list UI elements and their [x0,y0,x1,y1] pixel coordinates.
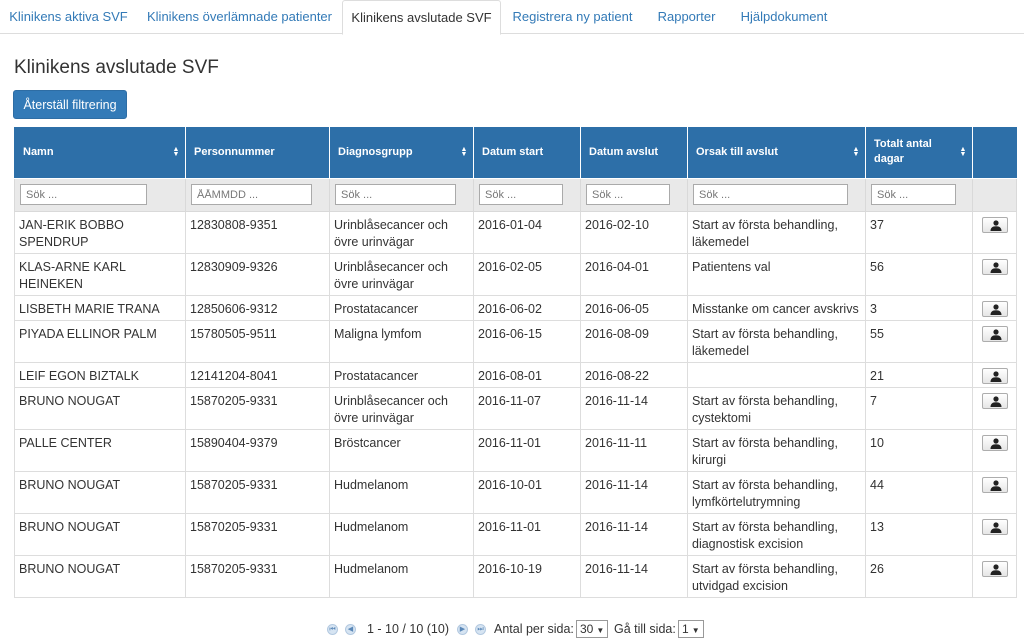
filter-orsak-input[interactable] [693,184,848,205]
cell-dagar: 13 [866,513,973,555]
cell-dagar: 10 [866,429,973,471]
last-page-icon[interactable]: ⏭ [475,624,486,635]
cell-personnummer: 15870205-9331 [186,513,330,555]
reset-filter-button[interactable]: Återställ filtrering [13,90,127,119]
open-patient-button[interactable] [982,326,1008,342]
table-row[interactable] [15,471,1017,513]
cell-personnummer: 12141204-8041 [186,362,330,387]
cell-dagar: 44 [866,471,973,513]
cell-datum-avslut: 2016-02-10 [581,211,688,253]
cell-personnummer: 15780505-9511 [186,320,330,362]
col-header-orsak-till-avslut[interactable] [688,127,866,178]
cell-dagar: 56 [866,253,973,295]
cell-orsak: Start av första behandling, utvidgad excision [688,555,866,597]
goto-page-select[interactable] [678,620,704,638]
user-icon [990,438,1002,449]
tab-registrera-ny-patient[interactable]: Registrera ny patient [512,9,633,24]
nav-tabs [0,0,1024,34]
goto-page-label: Gå till sida: [614,622,676,636]
cell-datum-start: 2016-08-01 [474,362,581,387]
cell-personnummer: 12850606-9312 [186,295,330,320]
cell-personnummer: 15890404-9379 [186,429,330,471]
cell-orsak: Start av första behandling, lymfkörtelutrymning [688,471,866,513]
cell-orsak: Start av första behandling, läkemedel [688,320,866,362]
cell-datum-start: 2016-06-15 [474,320,581,362]
cell-diagnosgrupp: Urinblåsecancer och övre urinvägar [330,387,474,429]
col-header-namn[interactable] [15,127,186,178]
goto-page-value: 1 [682,622,689,636]
cell-datum-start: 2016-06-02 [474,295,581,320]
cell-datum-start: 2016-10-19 [474,555,581,597]
cell-diagnosgrupp: Hudmelanom [330,471,474,513]
cell-datum-start: 2016-02-05 [474,253,581,295]
tab-hjalpdokument[interactable]: Hjälpdokument [740,9,828,24]
cell-datum-avslut: 2016-11-14 [581,513,688,555]
user-icon [990,371,1002,382]
completed-svf-table [14,127,1017,598]
cell-diagnosgrupp: Urinblåsecancer och övre urinvägar [330,253,474,295]
col-header-label: Namn [23,145,54,158]
user-icon [990,522,1002,533]
table-row[interactable] [15,429,1017,471]
first-page-icon[interactable]: ⏮ [327,624,338,635]
sort-icon: ▲ ▼ [172,146,180,159]
cell-datum-start: 2016-10-01 [474,471,581,513]
cell-diagnosgrupp: Urinblåsecancer och övre urinvägar [330,211,474,253]
cell-orsak: Start av första behandling, cystektomi [688,387,866,429]
cell-orsak: Start av första behandling, kirurgi [688,429,866,471]
cell-personnummer: 12830808-9351 [186,211,330,253]
table-row[interactable] [15,555,1017,597]
chevron-down-icon: ▼ [691,626,700,635]
cell-dagar: 55 [866,320,973,362]
open-patient-button[interactable] [982,259,1008,275]
next-page-icon[interactable]: ▶ [457,624,468,635]
cell-diagnosgrupp: Maligna lymfom [330,320,474,362]
tab-avslutade-svf[interactable]: Klinikens avslutade SVF [342,0,501,35]
filter-namn-input[interactable] [20,184,147,205]
cell-name: LEIF EGON BIZTALK [15,362,186,387]
cell-diagnosgrupp: Prostatacancer [330,362,474,387]
user-icon [990,304,1002,315]
cell-diagnosgrupp: Hudmelanom [330,513,474,555]
cell-datum-avslut: 2016-08-09 [581,320,688,362]
cell-datum-avslut: 2016-04-01 [581,253,688,295]
cell-orsak: Start av första behandling, diagnostisk excision [688,513,866,555]
col-header-actions [973,127,1017,178]
tab-rapporter[interactable]: Rapporter [657,9,716,24]
table-row[interactable] [15,295,1017,320]
per-page-value: 30 [580,622,594,636]
cell-datum-avslut: 2016-11-11 [581,429,688,471]
sort-icon: ▲ ▼ [460,146,468,159]
sort-icon: ▲ ▼ [852,146,860,159]
cell-datum-start: 2016-11-01 [474,513,581,555]
filter-dagar-input[interactable] [871,184,956,205]
open-patient-button[interactable] [982,519,1008,535]
user-icon [990,262,1002,273]
cell-name: BRUNO NOUGAT [15,513,186,555]
cell-name: PIYADA ELLINOR PALM [15,320,186,362]
col-header-label: Orsak till avslut [696,145,778,158]
open-patient-button[interactable] [982,368,1008,384]
col-header-label: Personnummer [194,145,275,158]
table-row[interactable] [15,387,1017,429]
filter-diagnosgrupp-input[interactable] [335,184,456,205]
open-patient-button[interactable] [982,217,1008,233]
open-patient-button[interactable] [982,435,1008,451]
cell-dagar: 26 [866,555,973,597]
cell-datum-start: 2016-11-07 [474,387,581,429]
cell-name: BRUNO NOUGAT [15,387,186,429]
col-header-datum-start[interactable] [474,127,581,178]
col-header-label: Diagnosgrupp [338,145,413,158]
cell-diagnosgrupp: Prostatacancer [330,295,474,320]
table-row[interactable] [15,362,1017,387]
cell-orsak: Misstanke om cancer avskrivs [688,295,866,320]
user-icon [990,220,1002,231]
user-icon [990,329,1002,340]
cell-name: BRUNO NOUGAT [15,555,186,597]
cell-orsak [688,362,866,387]
cell-dagar: 7 [866,387,973,429]
per-page-select[interactable] [576,620,608,638]
page-title: Klinikens avslutade SVF [14,57,219,78]
cell-datum-avslut: 2016-11-14 [581,471,688,513]
col-header-totalt-antal-dagar[interactable] [866,127,973,178]
table-header-row [15,127,1017,178]
col-header-label: Totalt antal dagar [874,138,932,166]
filter-row [15,178,1017,211]
cell-personnummer: 15870205-9331 [186,387,330,429]
cell-orsak: Patientens val [688,253,866,295]
col-header-diagnosgrupp[interactable] [330,127,474,178]
prev-page-icon[interactable]: ◀ [345,624,356,635]
cell-personnummer: 12830909-9326 [186,253,330,295]
user-icon [990,480,1002,491]
open-patient-button[interactable] [982,477,1008,493]
cell-name: BRUNO NOUGAT [15,471,186,513]
user-icon [990,396,1002,407]
cell-personnummer: 15870205-9331 [186,555,330,597]
cell-datum-start: 2016-11-01 [474,429,581,471]
col-header-datum-avslut[interactable] [581,127,688,178]
sort-icon: ▲ ▼ [959,146,967,159]
cell-datum-avslut: 2016-06-05 [581,295,688,320]
user-icon [990,564,1002,575]
cell-name: KLAS-ARNE KARL HEINEKEN [15,253,186,295]
table-row[interactable] [15,513,1017,555]
cell-dagar: 3 [866,295,973,320]
cell-name: JAN-ERIK BOBBO SPENDRUP [15,211,186,253]
table-row[interactable] [15,253,1017,295]
table-row[interactable] [15,320,1017,362]
cell-personnummer: 15870205-9331 [186,471,330,513]
filter-datum-avslut-input[interactable] [586,184,670,205]
cell-datum-avslut: 2016-11-14 [581,387,688,429]
table-row[interactable] [15,211,1017,253]
cell-orsak: Start av första behandling, läkemedel [688,211,866,253]
cell-datum-start: 2016-01-04 [474,211,581,253]
col-header-personnummer[interactable] [186,127,330,178]
cell-datum-avslut: 2016-11-14 [581,555,688,597]
tab-overlamnade-patienter[interactable]: Klinikens överlämnade patienter [147,9,332,24]
filter-datum-start-input[interactable] [479,184,563,205]
cell-dagar: 21 [866,362,973,387]
chevron-down-icon: ▼ [596,626,605,635]
tab-aktiva-svf[interactable]: Klinikens aktiva SVF [9,9,128,24]
cell-dagar: 37 [866,211,973,253]
open-patient-button[interactable] [982,301,1008,317]
col-header-label: Datum avslut [589,145,659,158]
cell-name: PALLE CENTER [15,429,186,471]
cell-diagnosgrupp: Hudmelanom [330,555,474,597]
per-page-label: Antal per sida: [494,622,574,636]
open-patient-button[interactable] [982,561,1008,577]
pagination-bar [0,620,1024,640]
cell-datum-avslut: 2016-08-22 [581,362,688,387]
pagination-range: 1 - 10 / 10 (10) [367,622,449,636]
open-patient-button[interactable] [982,393,1008,409]
col-header-label: Datum start [482,145,544,158]
cell-diagnosgrupp: Bröstcancer [330,429,474,471]
filter-personnummer-input[interactable] [191,184,312,205]
cell-name: LISBETH MARIE TRANA [15,295,186,320]
